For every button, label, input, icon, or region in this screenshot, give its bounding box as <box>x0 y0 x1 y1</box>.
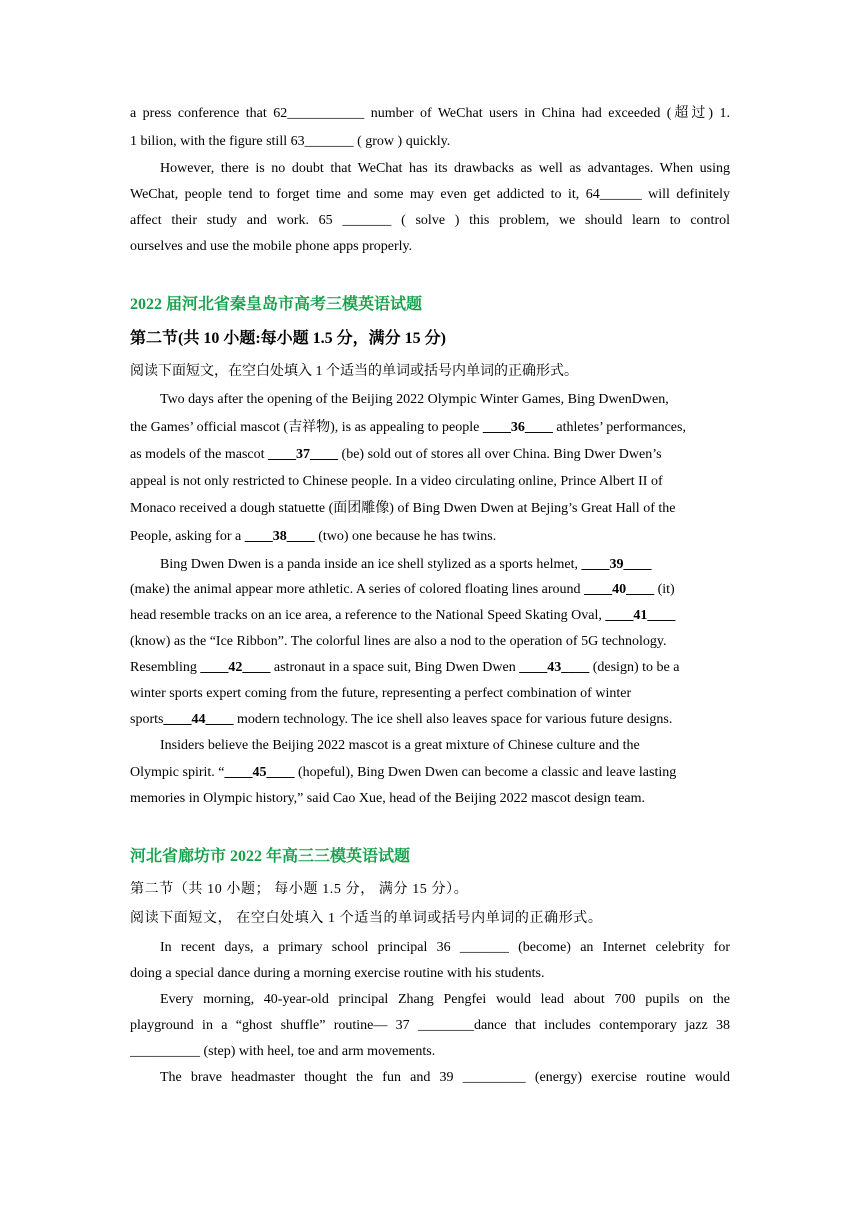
s2-line-16 <box>130 790 730 808</box>
s1-line-5: affect their study and work. 65 _______ ( solve ) this problem, we should learn to control <box>130 213 730 228</box>
s2-text: modern technology. The ice shell also leaves space for various future designs. <box>233 712 673 727</box>
s2-line-8 <box>130 581 730 599</box>
s2-line-3 <box>130 446 730 464</box>
s2-text: Olympic spirit. “ <box>130 765 225 780</box>
s2-line-5 <box>130 500 730 518</box>
s2-text: astronaut in a space suit, Bing Dwen Dwen <box>270 660 520 675</box>
s2-text: (make) the animal appear more athletic. A series of colored floating lines around <box>130 582 585 597</box>
s2-text: the Games’ official mascot (吉祥物), is as appealing to people <box>130 420 483 435</box>
s3-line-2: doing a special dance during a morning exercise routine with his students. <box>130 966 545 981</box>
s2-text: sports <box>130 712 164 727</box>
section2-subtitle: 第二节(共 10 小题:每小题 1.5 分，满分 15 分) <box>130 330 446 347</box>
s2-line-7 <box>160 556 730 574</box>
section3-title: 河北省廊坊市 2022 年高三三模英语试题 <box>130 848 411 865</box>
blank-39: ____39____ <box>581 557 652 572</box>
s2-text: (be) sold out of stores all over China. Bing Dwer Dwen’s <box>338 447 662 462</box>
s1-line-4: WeChat, people tend to forget time and some may even get addicted to it, 64______ will definitely <box>130 187 730 202</box>
s3-line-1: In recent days, a primary school principal 36 _______ (become) an Internet celebrity for <box>160 940 730 955</box>
s2-line-9 <box>130 607 730 625</box>
s3-line-5: __________ (step) with heel, toe and arm movements. <box>130 1044 436 1059</box>
blank-44: ____44____ <box>163 712 234 727</box>
s2-text: People, asking for a <box>130 529 245 544</box>
s2-text: appeal is not only restricted to Chinese people. In a video circulating online, Prince Albert II of <box>130 474 663 489</box>
s2-text: (hopeful), Bing Dwen Dwen can become a classic and leave lasting <box>294 765 677 780</box>
section3-subtitle: 第二节（共 10 小题； 每小题 1.5 分， 满分 15 分）。 <box>130 882 469 897</box>
s3-line-6: The brave headmaster thought the fun and 39 _________ (energy) exercise routine would <box>160 1070 730 1085</box>
s2-text: (know) as the “Ice Ribbon”. The colorful lines are also a nod to the operation of 5G technology. <box>130 634 667 649</box>
blank-43: ____43____ <box>519 660 590 675</box>
s2-text: Resembling <box>130 660 201 675</box>
s2-text: (design) to be a <box>589 660 680 675</box>
s1-line-2: 1 bilion, with the figure still 63_______ ( grow ) quickly. <box>130 134 451 149</box>
blank-37: ____37____ <box>268 447 339 462</box>
s2-text: winter sports expert coming from the future, representing a perfect combination of winter <box>130 686 632 701</box>
s2-line-14 <box>160 737 730 755</box>
s1-line-1: a press conference that 62___________ number of WeChat users in China had exceeded (超过) 1. <box>130 106 730 121</box>
s2-line-2 <box>130 419 730 437</box>
s2-text: memories in Olympic history,” said Cao Xue, head of the Beijing 2022 mascot design team. <box>130 791 646 806</box>
s2-line-11 <box>130 659 730 677</box>
s2-text: Insiders believe the Beijing 2022 mascot is a great mixture of Chinese culture and the <box>160 738 640 753</box>
section2-title: 2022 届河北省秦皇岛市高考三模英语试题 <box>130 296 423 313</box>
s2-text: head resemble tracks on an ice area, a reference to the National Speed Skating Oval, <box>130 608 606 623</box>
blank-40: ____40____ <box>584 582 655 597</box>
s3-line-4: playground in a “ghost shuffle” routine— 37 ________dance that includes contemporary jazz 38 <box>130 1018 730 1033</box>
s2-text: (it) <box>654 582 675 597</box>
s1-line-6: ourselves and use the mobile phone apps properly. <box>130 239 413 254</box>
s2-text: as models of the mascot <box>130 447 269 462</box>
s2-line-4 <box>130 473 730 491</box>
s2-line-10 <box>130 633 730 651</box>
s2-line-13 <box>130 711 730 729</box>
s1-line-3: However, there is no doubt that WeChat has its drawbacks as well as advantages. When using <box>160 161 730 176</box>
s2-line-6 <box>130 528 730 546</box>
s2-text: athletes’ performances, <box>552 420 686 435</box>
s2-text: Two days after the opening of the Beijing 2022 Olympic Winter Games, Bing DwenDwen, <box>160 392 669 407</box>
blank-41: ____41____ <box>605 608 676 623</box>
blank-38: ____38____ <box>244 529 315 544</box>
section3-instruction: 阅读下面短文， 在空白处填入 1 个适当的单词或括号内单词的正确形式。 <box>130 911 603 926</box>
s2-line-12 <box>130 685 730 703</box>
blank-42: ____42____ <box>200 660 271 675</box>
s2-text: Bing Dwen Dwen is a panda inside an ice shell stylized as a sports helmet, <box>160 557 582 572</box>
s2-line-1 <box>160 391 730 409</box>
blank-45: ____45____ <box>224 765 295 780</box>
s2-text: (two) one because he has twins. <box>314 529 497 544</box>
s3-line-3: Every morning, 40-year-old principal Zhang Pengfei would lead about 700 pupils on the <box>160 992 730 1007</box>
s2-line-15 <box>130 764 730 782</box>
blank-36: ____36____ <box>482 420 553 435</box>
section2-instruction: 阅读下面短文，在空白处填入 1 个适当的单词或括号内单词的正确形式。 <box>130 364 578 379</box>
s2-text: Monaco received a dough statuette (面团雕像) of Bing Dwen Dwen at Bejing’s Great Hall of the <box>130 501 676 516</box>
